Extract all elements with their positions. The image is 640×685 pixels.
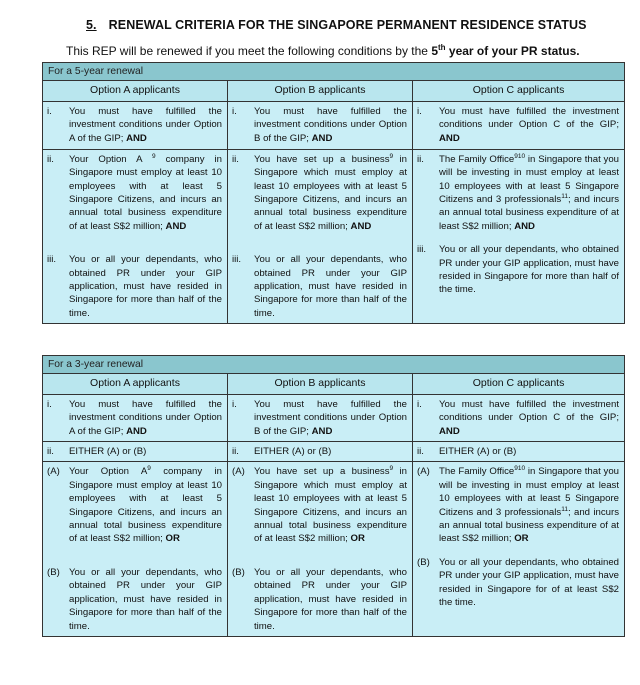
item-num: ii. — [47, 153, 54, 165]
footnote-ref: 910 — [514, 152, 526, 160]
item-pre: You have set up a business — [254, 466, 390, 478]
five-year-header-b: Option B applicants — [228, 81, 413, 101]
sub-num: (A) — [417, 466, 430, 478]
intro-before: This REP will be renewed if you meet the following conditions by the — [66, 44, 432, 58]
item-text: You or all your dependants, who obtained PR under your GIP application, must have resided in Singapore for more than half of the time. — [69, 566, 222, 632]
item-text: You must have fulfilled the investment conditions under Option C of the GIP; — [439, 105, 620, 131]
item-text: in Singapore which must employ at least 10 employees with at least 5 Singapore Citizens, and incurs an annual total business expenditure of at least S$2 million; — [254, 153, 407, 232]
five-year-r2-a — [43, 149, 228, 323]
item-text: You must have fulfilled the investment conditions under Option A of the GIP; — [69, 105, 222, 144]
either-label: EITHER (A) or (B) — [254, 446, 332, 458]
three-year-r1-b — [228, 394, 413, 441]
sub-num: (B) — [417, 556, 430, 568]
item-num: i. — [417, 398, 422, 410]
item-pre: You have set up a business — [254, 153, 390, 165]
three-year-r1-c — [413, 394, 625, 441]
item-conj: AND — [439, 425, 460, 437]
item-conj: AND — [311, 132, 333, 144]
item-num: ii. — [417, 153, 424, 165]
item-conj: AND — [126, 425, 147, 437]
three-year-r2-a — [43, 442, 228, 462]
item-text: You or all your dependants, who obtained PR under your GIP application, must have resided in Singapore for more than half of the time. — [254, 566, 407, 632]
item-num: i. — [232, 105, 237, 117]
item-text: in Singapore which must employ at least 10 employees with at least 5 Singapore Citizens, and incurs an annual total business expenditure of at least S$2 million; — [254, 466, 407, 545]
footnote-ref: 9 — [147, 465, 151, 473]
three-year-r1-a — [43, 394, 228, 441]
section-heading — [86, 18, 587, 32]
footnote-ref: 11 — [561, 192, 568, 200]
item-num: ii. — [232, 153, 239, 165]
item-text: in Singapore that you will be investing in must employ at least 10 employees with at least 5 Singapore Citizens and 3 professionals — [439, 153, 620, 206]
three-year-r2-b — [228, 442, 413, 462]
item-text: company in Singapore must employ at least 10 employees with at least 5 Singapore Citizens, and incurs an annual total business expenditure of at least S$2 million; — [69, 153, 222, 232]
item-text: You must have fulfilled the investment conditions under Option B of the GIP; — [254, 398, 407, 437]
item-num: ii. — [417, 446, 424, 458]
three-year-header-b: Option B applicants — [228, 374, 413, 394]
item-pre: Your Option A — [69, 466, 148, 478]
three-year-r2-c — [413, 442, 625, 462]
item-pre: Your Option A — [69, 153, 152, 165]
item-conj: AND — [311, 425, 333, 437]
item-conj: AND — [165, 220, 187, 232]
section-number: 5. — [86, 18, 97, 32]
either-label: EITHER (A) or (B) — [69, 446, 147, 458]
item-conj: AND — [514, 220, 535, 232]
item-num: i. — [47, 398, 52, 410]
five-year-header-c: Option C applicants — [413, 81, 625, 101]
item-text: You or all your dependants, who obtained PR under your GIP application, must have resided in Singapore for of at least S$2 the time. — [439, 556, 620, 609]
item-text: company in Singapore must employ at least 10 employees with at least 5 Singapore Citizens, and incurs an annual total business expenditure of at least S$2 million; — [69, 466, 222, 545]
item-conj: AND — [126, 132, 147, 144]
footnote-ref: 9 — [389, 152, 394, 160]
item-num: iii. — [47, 254, 57, 266]
section-title: RENEWAL CRITERIA FOR THE SINGAPORE PERMANENT RESIDENCE STATUS — [108, 18, 587, 32]
item-num: ii. — [232, 446, 239, 458]
item-conj: OR — [350, 533, 365, 545]
five-year-table — [42, 62, 625, 324]
three-year-r3-c — [413, 462, 625, 636]
item-num: ii. — [47, 446, 54, 458]
item-text: You must have fulfilled the investment conditions under Option A of the GIP; — [69, 398, 222, 437]
item-text: You must have fulfilled the investment conditions under Option B of the GIP; — [254, 105, 407, 144]
sub-num: (A) — [232, 466, 245, 478]
item-pre: The Family Office — [439, 466, 515, 478]
item-text: in Singapore that you will be investing in must employ at least 10 employees with at least 5 Singapore Citizens and 3 professionals — [439, 466, 620, 518]
footnote-ref: 9 — [389, 465, 394, 473]
item-conj: OR — [165, 533, 180, 545]
item-num: iii. — [232, 254, 242, 266]
footnote-ref: 910 — [514, 465, 526, 473]
three-year-band: For a 3-year renewal — [43, 356, 625, 374]
item-num: i. — [417, 105, 422, 117]
sub-num: (A) — [47, 466, 60, 478]
five-year-header-a: Option A applicants — [43, 81, 228, 101]
three-year-table — [42, 355, 625, 637]
item-conj: AND — [350, 220, 372, 232]
three-year-r3-a — [43, 462, 228, 636]
item-conj: AND — [439, 132, 460, 144]
item-text: ; and incurs an annual total business expenditure of at least S$2 million; — [439, 506, 620, 545]
intro-text — [66, 44, 580, 58]
item-text: You or all your dependants, who obtained PR under your GIP application, must have resided in Singapore for more than half of the time. — [439, 244, 620, 296]
intro-after: year of your PR status. — [445, 44, 580, 58]
intro-ordinal-suffix: th — [438, 43, 446, 52]
item-num: i. — [232, 398, 237, 410]
footnote-ref: 11 — [561, 505, 568, 513]
item-num: i. — [47, 105, 52, 117]
item-text: You or all your dependants, who obtained PR under your GIP application, must have resided in Singapore for more than half of the time. — [254, 254, 407, 319]
item-text: You or all your dependants, who obtained PR under your GIP application, must have resided in Singapore for more than half of the time. — [69, 254, 222, 319]
three-year-r3-b — [228, 462, 413, 636]
five-year-band: For a 5-year renewal — [43, 63, 625, 81]
sub-num: (B) — [232, 566, 245, 578]
item-text: You must have fulfilled the investment conditions under Option C of the GIP; — [439, 398, 620, 424]
five-year-r2-c — [413, 149, 625, 323]
item-text: ; and incurs an annual total business expenditure of at least S$2 million; — [439, 194, 620, 232]
five-year-r1-a — [43, 101, 228, 149]
three-year-header-a: Option A applicants — [43, 374, 228, 394]
either-label: EITHER (A) or (B) — [439, 446, 517, 458]
sub-num: (B) — [47, 566, 60, 578]
item-conj: OR — [514, 533, 529, 545]
three-year-header-c: Option C applicants — [413, 374, 625, 394]
five-year-r2-b — [228, 149, 413, 323]
footnote-ref: 9 — [151, 152, 156, 160]
five-year-r1-b — [228, 101, 413, 149]
five-year-r1-c — [413, 101, 625, 149]
intro-ordinal: 5 — [431, 44, 438, 58]
item-pre: The Family Office — [439, 153, 515, 165]
item-num: iii. — [417, 244, 427, 256]
